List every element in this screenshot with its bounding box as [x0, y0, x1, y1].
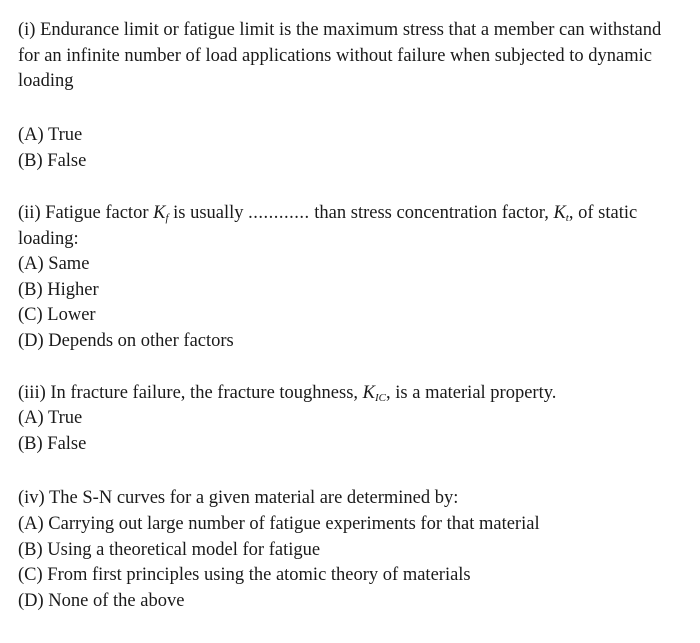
kic-symbol: [363, 383, 386, 403]
question-1-option-b: (B) False: [18, 150, 87, 171]
question-2-option-b: (B) Higher: [18, 279, 99, 300]
question-4: [18, 486, 686, 512]
question-3-suffix: , is a material property.: [386, 383, 557, 403]
question-1-option-a: (A) True: [18, 125, 83, 145]
kf-letter: K: [153, 203, 166, 223]
question-4-line-1: (iv) The S-N curves for a given material are determined by:: [18, 488, 459, 508]
kic-letter: K: [362, 383, 376, 403]
kt-symbol: [553, 203, 568, 223]
question-4-option-b: (B) Using a theoretical model for fatigue: [18, 539, 321, 560]
question-1-line-3: loading: [18, 71, 74, 91]
question-2-line-2: loading:: [18, 228, 79, 249]
question-2-option-c: (C) Lower: [18, 305, 96, 325]
question-2-option-a: (A) Same: [18, 254, 90, 274]
question-2-option-d: (D) Depends on other factors: [18, 330, 234, 351]
kic-subscript: IC: [375, 392, 387, 404]
question-2-line-1: [18, 201, 686, 227]
question-3-option-a: (A) True: [18, 408, 83, 428]
kf-symbol: [153, 203, 168, 223]
question-2-suffix: , of static: [568, 203, 638, 223]
kf-subscript: f: [165, 212, 169, 224]
question-1-line-2: for an infinite number of load applications without failure when subjected to dynamic: [18, 45, 652, 66]
question-2-middle: is usually: [168, 203, 249, 223]
question-2-prefix: (ii) Fatigue factor: [18, 203, 154, 223]
question-3-prefix: (iii) In fracture failure, the fracture toughness,: [18, 383, 363, 403]
blank-dots: ............: [248, 203, 310, 223]
question-2: [18, 201, 686, 252]
question-3: [18, 381, 686, 407]
question-4-options: [18, 512, 540, 614]
kt-subscript: t: [565, 212, 569, 224]
question-4-option-c: (C) From first principles using the atomic theory of materials: [18, 565, 471, 585]
question-4-option-d: (D) None of the above: [18, 590, 185, 611]
question-3-line-1: [18, 381, 686, 407]
question-1-options: [18, 123, 86, 174]
question-2-after-dots: than stress concentration factor,: [309, 203, 554, 223]
question-3-options: [18, 406, 86, 457]
question-1: [18, 18, 686, 95]
question-1-line-1: (i) Endurance limit or fatigue limit is the maximum stress that a member can withstand: [18, 20, 662, 40]
kt-letter: K: [553, 203, 566, 223]
question-2-options: [18, 252, 234, 354]
question-3-option-b: (B) False: [18, 433, 87, 454]
question-4-option-a: (A) Carrying out large number of fatigue experiments for that material: [18, 514, 540, 534]
